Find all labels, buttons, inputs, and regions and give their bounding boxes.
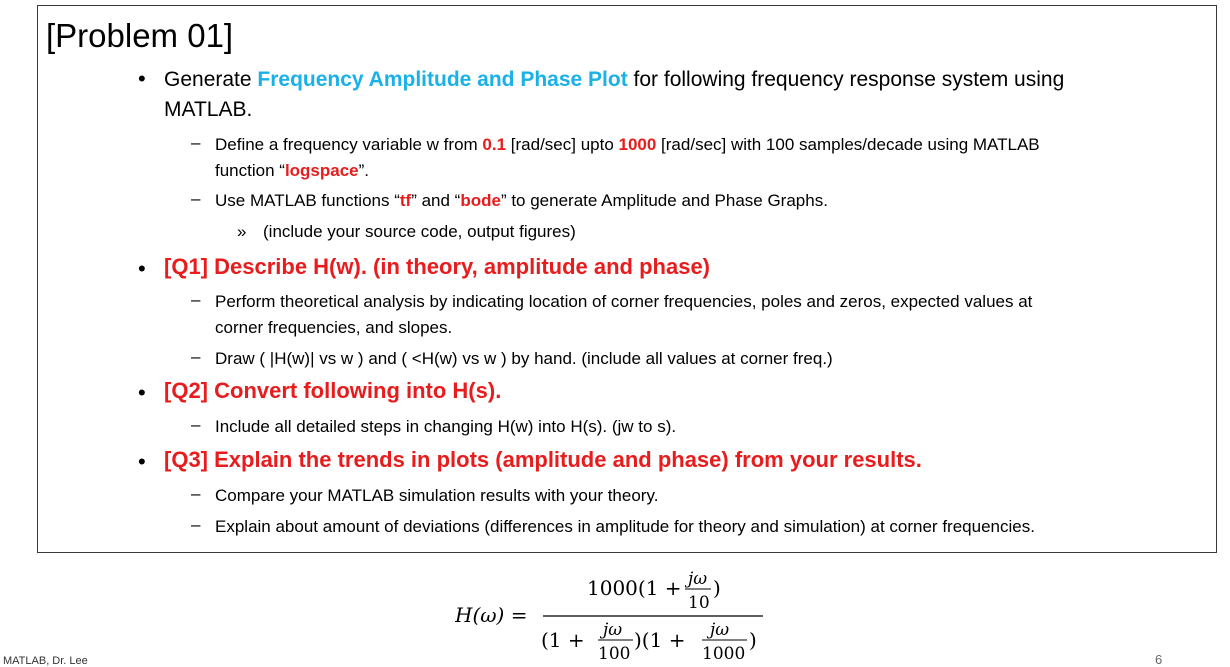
tfbode-p3: ” to generate Amplitude and Phase Graphs. (500, 191, 828, 210)
sub-tf-bode (215, 188, 828, 214)
q1-sub1-line1: Perform theoretical analysis by indicating location of corner frequencies, poles and zeros, expected values at (215, 292, 1033, 311)
logspace-v1: 0.1 (482, 135, 507, 154)
formula-den-d1: 100 (598, 644, 631, 664)
formula-num-coef: 1000(1 + (587, 576, 682, 600)
logspace-p2: [rad/sec] upto (506, 135, 619, 154)
problem-title: [Problem 01] (46, 17, 234, 54)
formula-den-mid: )(1 + (634, 628, 686, 652)
bullet-dot: • (138, 380, 146, 405)
tf-fn: tf (399, 191, 412, 210)
page-number: 6 (1155, 652, 1163, 667)
bullet-dot: • (138, 449, 146, 474)
generate-prefix: Generate (164, 68, 258, 91)
problem-box (37, 5, 1217, 553)
formula-den-close: ) (749, 628, 757, 652)
q3-sub2: Explain about amount of deviations (differences in amplitude for theory and simulation) at corner frequencies. (215, 517, 1035, 536)
q1-sub2: Draw ( |H(w)| vs w ) and ( <H(w) vs w ) by hand. (include all values at corner freq.) (215, 349, 833, 368)
generate-highlight: Frequency Amplitude and Phase Plot (257, 68, 628, 91)
formula-den-n2: jω (710, 620, 730, 640)
sub-logspace-line2 (215, 158, 369, 184)
dash: – (191, 133, 201, 152)
bullet-dot: • (138, 256, 146, 281)
generate-line2: MATLAB. (164, 98, 253, 121)
formula-den-n1: jω (603, 620, 623, 640)
formula-num-close: ) (713, 576, 721, 600)
dash: – (191, 515, 201, 534)
q3-title: [Q3] Explain the trends in plots (amplitude and phase) from your results. (164, 447, 922, 472)
q2-sub1: Include all detailed steps in changing H(w) into H(s). (jw to s). (215, 417, 677, 436)
q3-sub1: Compare your MATLAB simulation results with your theory. (215, 486, 659, 505)
formula-den-open: (1 + (541, 628, 585, 652)
bullet-dot: • (138, 66, 146, 91)
generate-suffix: for following frequency response system using (627, 68, 1065, 91)
logspace-fn: logspace (284, 161, 359, 180)
dash: – (191, 189, 201, 208)
subsub-marker: » (237, 222, 247, 241)
q1-sub1-line2: corner frequencies, and slopes. (215, 318, 453, 337)
bode-fn: bode (460, 191, 501, 210)
dash: – (191, 290, 201, 309)
formula-num-frac-num: jω (688, 569, 708, 589)
dash: – (191, 484, 201, 503)
dash: – (191, 347, 201, 366)
transfer-function-formula (455, 565, 775, 665)
formula-lhs: H(ω) = (455, 603, 528, 627)
bullet-generate (164, 66, 1064, 94)
q2-title: [Q2] Convert following into H(s). (164, 378, 502, 403)
tfbode-p2: ” and “ (411, 191, 461, 210)
tfbode-p1: Use MATLAB functions “ (215, 191, 400, 210)
logspace-l2-prefix: function “ (215, 161, 285, 180)
footer-author: MATLAB, Dr. Lee (3, 655, 88, 667)
formula-den-d2: 1000 (702, 644, 746, 664)
logspace-v2: 1000 (618, 135, 657, 154)
logspace-p3: [rad/sec] with 100 samples/decade using MATLAB (656, 135, 1040, 154)
sub-logspace (215, 132, 1040, 158)
formula-num-frac-den: 10 (688, 593, 710, 613)
q1-title: [Q1] Describe H(w). (in theory, amplitude and phase) (164, 254, 711, 279)
logspace-p1: Define a frequency variable w from (215, 135, 483, 154)
logspace-l2-suffix: ”. (358, 161, 370, 180)
dash: – (191, 415, 201, 434)
subsub-include: (include your source code, output figures) (263, 222, 576, 241)
